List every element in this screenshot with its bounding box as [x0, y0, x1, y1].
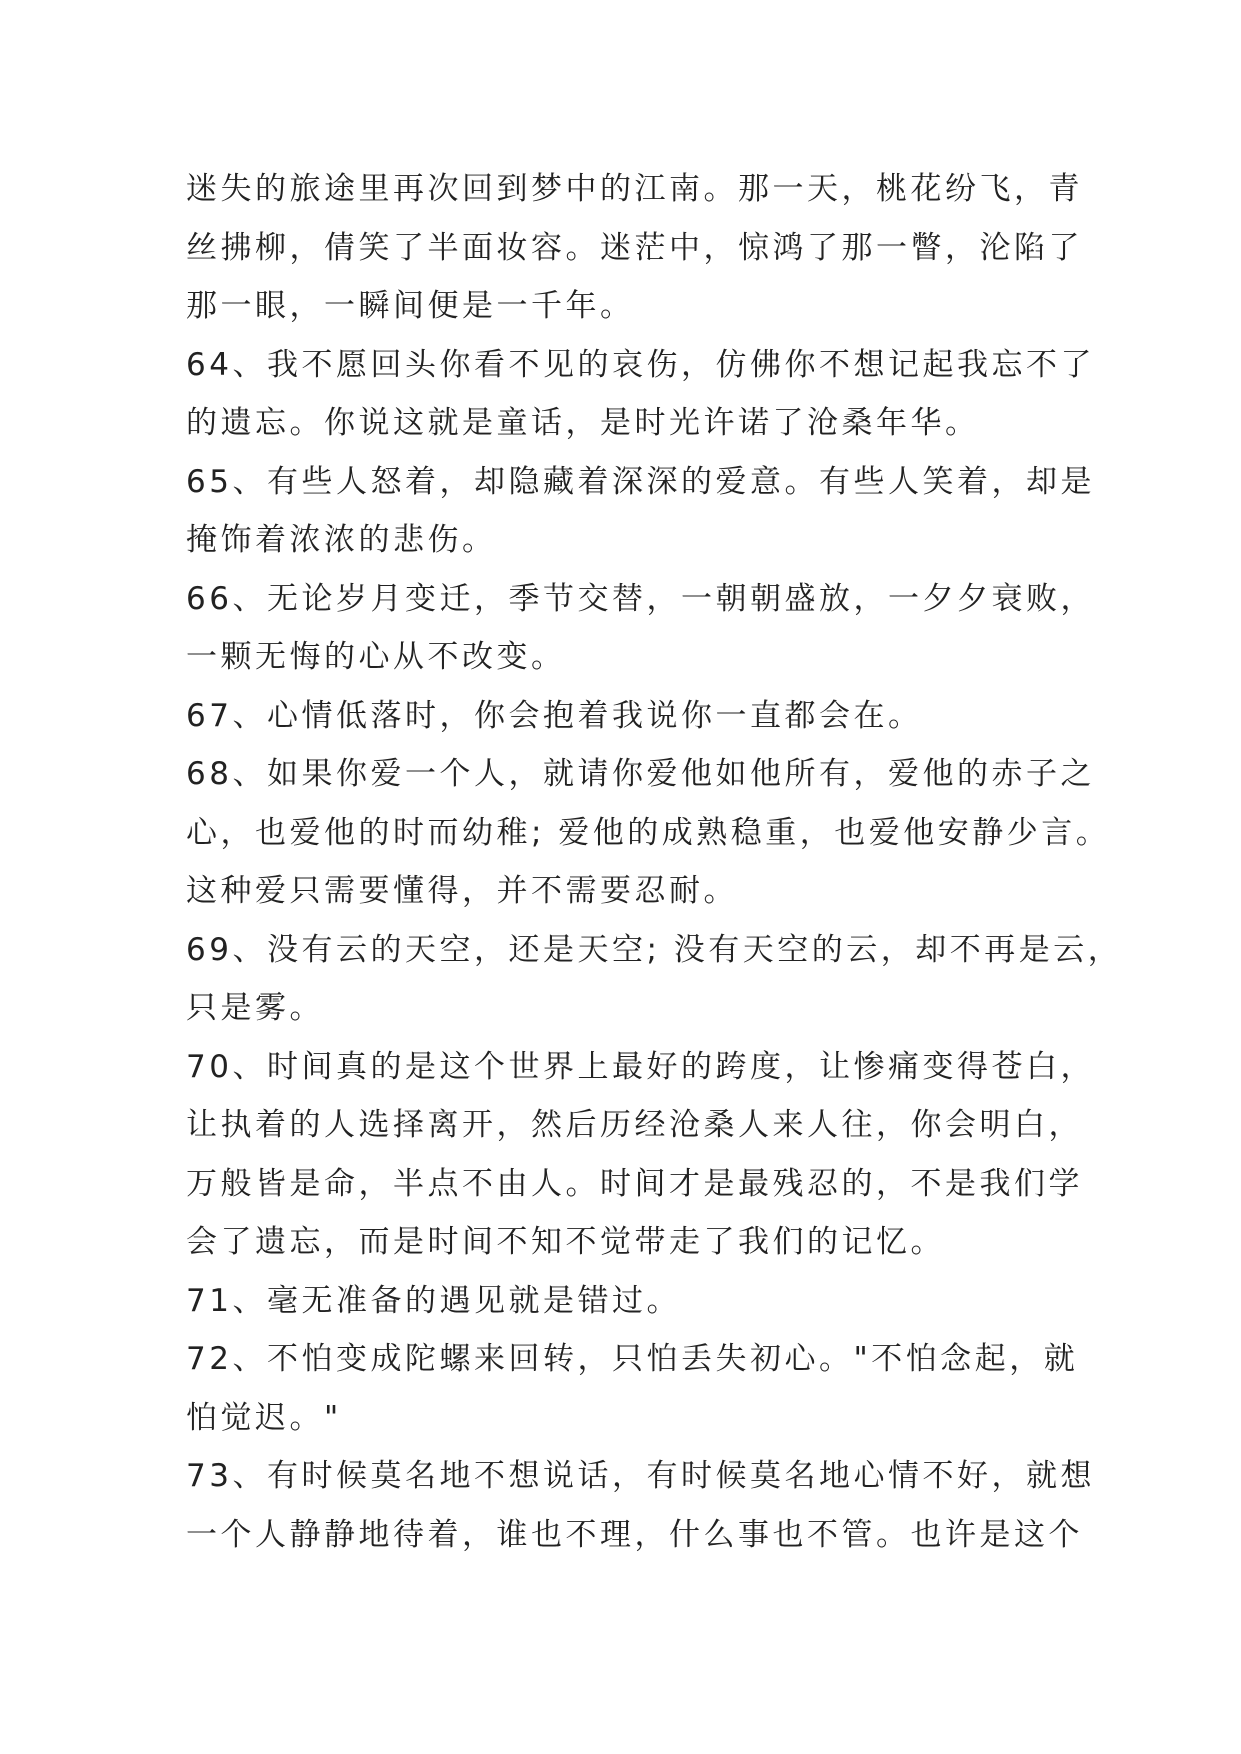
text-line: 的遗忘。你说这就是童话，是时光许诺了沧桑年华。 [186, 405, 980, 441]
text-line: 这种爱只需要懂得，并不需要忍耐。 [186, 873, 738, 909]
text-line: 怕觉迟。" [186, 1399, 342, 1436]
text-line: 迷失的旅途里再次回到梦中的江南。那一天，桃花纷飞，青 [186, 171, 1083, 207]
text-line: 64、我不愿回头你看不见的哀伤，仿佛你不想记起我忘不了 [186, 346, 1095, 383]
text-line: 万般皆是命，半点不由人。时间才是最残忍的，不是我们学 [186, 1165, 1083, 1202]
text-line: 68、如果你爱一个人，就请你爱他如他所有，爱他的赤子之 [186, 756, 1095, 792]
body-text [186, 160, 1123, 1564]
text-line: 让执着的人选择离开，然后历经沧桑人来人往，你会明白， [186, 1107, 1083, 1143]
text-line: 70、时间真的是这个世界上最好的跨度，让惨痛变得苍白， [186, 1048, 1095, 1085]
text-line: 71、毫无准备的遇见就是错过。 [186, 1282, 681, 1319]
text-line: 心，也爱他的时而幼稚; 爱他的成熟稳重，也爱他安静少言。 [186, 814, 1111, 851]
text-line: 67、心情低落时，你会抱着我说你一直都会在。 [186, 697, 923, 734]
text-line: 72、不怕变成陀螺来回转，只怕丢失初心。"不怕念起，就 [186, 1341, 1079, 1377]
text-line: 会了遗忘，而是时间不知不觉带走了我们的记忆。 [186, 1224, 945, 1260]
text-line: 65、有些人怒着，却隐藏着深深的爱意。有些人笑着，却是 [186, 463, 1095, 500]
text-line: 66、无论岁月变迁，季节交替，一朝朝盛放，一夕夕衰败， [186, 580, 1095, 617]
text-line: 丝拂柳，倩笑了半面妆容。迷茫中，惊鸿了那一瞥，沦陷了 [186, 229, 1083, 266]
text-line: 掩饰着浓浓的悲伤。 [186, 522, 497, 558]
text-line: 一个人静静地待着，谁也不理，什么事也不管。也许是这个 [186, 1516, 1083, 1553]
text-line: 73、有时候莫名地不想说话，有时候莫名地心情不好，就想 [186, 1458, 1095, 1494]
text-line: 只是雾。 [186, 990, 324, 1026]
text-line: 一颗无悔的心从不改变。 [186, 639, 566, 675]
text-line: 那一眼，一瞬间便是一千年。 [186, 288, 635, 324]
text-line: 69、没有云的天空，还是天空; 没有天空的云，却不再是云， [186, 931, 1123, 968]
